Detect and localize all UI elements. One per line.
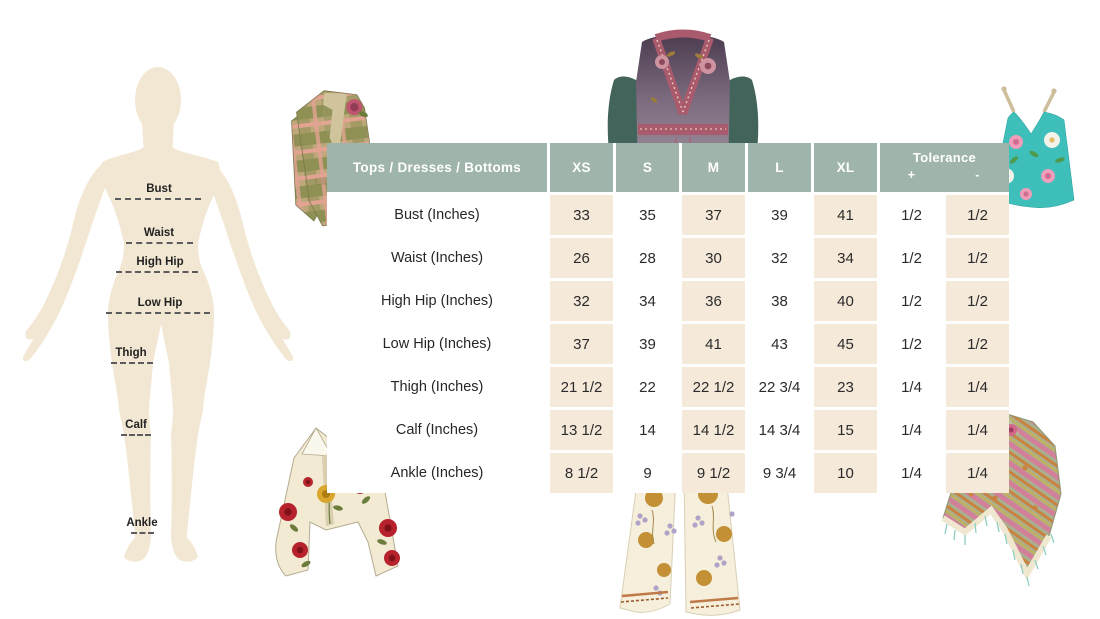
row-label: Calf (Inches): [327, 410, 547, 450]
tolerance-title: Tolerance: [912, 150, 977, 165]
value-cell: 1/2: [880, 324, 943, 364]
size-chart-table: [327, 143, 1009, 493]
value-cell: 38: [748, 281, 811, 321]
table-row: [327, 281, 1009, 321]
value-cell: 40: [814, 281, 877, 321]
value-cell: 22 3/4: [748, 367, 811, 407]
measure-line-calf: [121, 434, 151, 436]
row-label: Ankle (Inches): [327, 453, 547, 493]
measure-label-calf: Calf: [125, 419, 147, 431]
value-cell: 1/2: [880, 195, 943, 235]
value-cell: 23: [814, 367, 877, 407]
value-cell: 14 3/4: [748, 410, 811, 450]
value-cell: 8 1/2: [550, 453, 613, 493]
table-row: [327, 367, 1009, 407]
tolerance-plus-label: +: [907, 168, 916, 182]
value-cell: 30: [682, 238, 745, 278]
value-cell: 45: [814, 324, 877, 364]
value-cell: 10: [814, 453, 877, 493]
measure-label-low-hip: Low Hip: [137, 297, 183, 309]
table-row: [327, 324, 1009, 364]
value-cell: 37: [682, 195, 745, 235]
value-cell: 36: [682, 281, 745, 321]
value-cell: 34: [616, 281, 679, 321]
row-label: Thigh (Inches): [327, 367, 547, 407]
table-row: [327, 195, 1009, 235]
value-cell: 32: [550, 281, 613, 321]
column-header-s: S: [616, 143, 679, 192]
size-chart-header: [327, 143, 1009, 192]
column-header-category: Tops / Dresses / Bottoms: [327, 143, 547, 192]
measure-line-thigh: [111, 362, 153, 364]
value-cell: 9 3/4: [748, 453, 811, 493]
value-cell: 14: [616, 410, 679, 450]
value-cell: 1/2: [946, 281, 1009, 321]
value-cell: 1/4: [946, 453, 1009, 493]
value-cell: 1/4: [946, 367, 1009, 407]
value-cell: 43: [748, 324, 811, 364]
row-label: Bust (Inches): [327, 195, 547, 235]
value-cell: 1/2: [946, 195, 1009, 235]
column-header-l: L: [748, 143, 811, 192]
column-header-xs: XS: [550, 143, 613, 192]
value-cell: 22: [616, 367, 679, 407]
value-cell: 21 1/2: [550, 367, 613, 407]
value-cell: 37: [550, 324, 613, 364]
measure-label-thigh: Thigh: [115, 347, 147, 359]
measure-label-bust: Bust: [146, 183, 172, 195]
size-chart-body: [327, 195, 1009, 493]
measure-label-high-hip: High Hip: [136, 256, 184, 268]
value-cell: 1/4: [880, 453, 943, 493]
value-cell: 41: [682, 324, 745, 364]
table-row: [327, 238, 1009, 278]
value-cell: 1/2: [880, 238, 943, 278]
value-cell: 33: [550, 195, 613, 235]
value-cell: 35: [616, 195, 679, 235]
value-cell: 9 1/2: [682, 453, 745, 493]
value-cell: 41: [814, 195, 877, 235]
value-cell: 14 1/2: [682, 410, 745, 450]
value-cell: 1/4: [880, 410, 943, 450]
value-cell: 1/2: [946, 238, 1009, 278]
value-cell: 13 1/2: [550, 410, 613, 450]
value-cell: 34: [814, 238, 877, 278]
value-cell: 1/4: [946, 410, 1009, 450]
measure-line-high-hip: [116, 271, 198, 273]
value-cell: 15: [814, 410, 877, 450]
floral-pants-illustration: [612, 474, 764, 619]
table-row: [327, 453, 1009, 493]
measure-line-ankle: [131, 532, 154, 534]
measure-line-low-hip: [106, 312, 210, 314]
measure-label-ankle: Ankle: [126, 517, 158, 529]
value-cell: 32: [748, 238, 811, 278]
column-header-xl: XL: [814, 143, 877, 192]
value-cell: 1/2: [946, 324, 1009, 364]
row-label: High Hip (Inches): [327, 281, 547, 321]
value-cell: 1/4: [880, 367, 943, 407]
measure-label-waist: Waist: [143, 227, 175, 239]
column-header-m: M: [682, 143, 745, 192]
value-cell: 26: [550, 238, 613, 278]
measure-line-waist: [126, 242, 193, 244]
value-cell: 39: [748, 195, 811, 235]
measure-line-bust: [115, 198, 201, 200]
row-label: Waist (Inches): [327, 238, 547, 278]
row-label: Low Hip (Inches): [327, 324, 547, 364]
body-measurement-diagram: [20, 60, 300, 575]
floral-robe-illustration: [604, 22, 762, 143]
female-body-silhouette-icon: [20, 60, 300, 575]
value-cell: 39: [616, 324, 679, 364]
tolerance-minus-label: -: [975, 168, 980, 182]
table-row: [327, 410, 1009, 450]
value-cell: 28: [616, 238, 679, 278]
value-cell: 9: [616, 453, 679, 493]
value-cell: 1/2: [880, 281, 943, 321]
column-header-tolerance: [880, 143, 1009, 192]
value-cell: 22 1/2: [682, 367, 745, 407]
